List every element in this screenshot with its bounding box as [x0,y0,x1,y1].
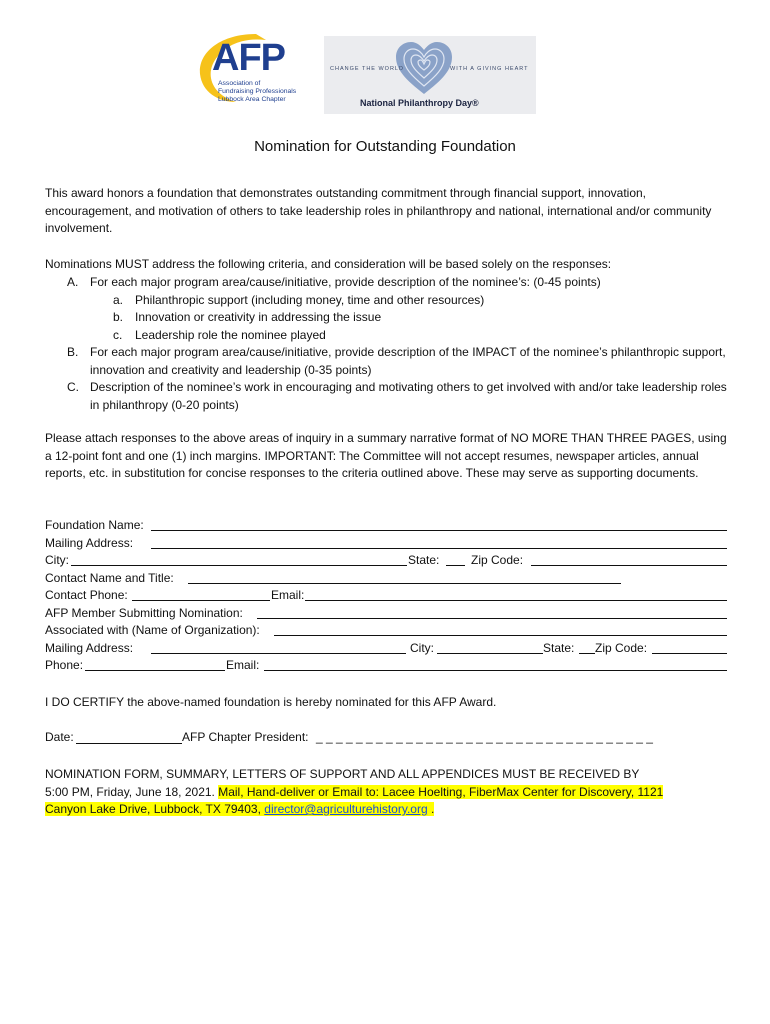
foundation-name-label: Foundation Name: [45,518,144,532]
list-item-text: Description of the nominee’s work in encouraging and motivating others to get involved with and/or take leadership roles in philanthropy (0-20 points) [90,380,727,412]
header-logos [190,28,540,118]
deadline-notice [45,766,735,819]
member-email-field[interactable] [264,670,727,671]
member-phone-row [45,657,727,675]
criteria-item-c [45,379,735,414]
member-mailing-address-field[interactable] [151,653,406,654]
mailing-address-row [45,535,727,553]
contact-phone-label: Contact Phone: [45,588,128,602]
member-address-row [45,640,727,658]
foundation-name-row [45,517,727,535]
chapter-president-label: AFP Chapter President: [182,730,309,744]
list-marker: C. [67,380,79,394]
member-state-field[interactable] [579,653,595,654]
date-field[interactable] [76,743,182,744]
list-item-text: Leadership role the nominee played [135,327,326,342]
contact-email-link[interactable]: director@agriculturehistory.org [264,802,428,816]
contact-phone-row [45,587,727,605]
criteria-subitem-c [45,327,735,345]
foundation-name-field[interactable] [151,530,727,531]
afp-logo [190,28,315,113]
criteria-subitem-b [45,309,735,327]
contact-name-field[interactable] [188,583,621,584]
email-field[interactable] [305,600,727,601]
member-email-label: Email: [226,658,260,672]
delivery-instructions: Mail, Hand-deliver or Email to: Lacee Hoelting, FiberMax Center for Discovery, 1121 [218,784,664,799]
city-state-zip-row [45,552,727,570]
afp-subtitle-line: Fundraising Professionals [218,88,297,95]
delivery-address [45,802,434,816]
list-marker: a. [113,292,124,307]
afp-subtitle-line: Association of [218,80,261,87]
afp-subtitle [218,80,318,104]
list-item-text: For each major program area/cause/initiative, provide description of the IMPACT of the nominee’s philanthropic support, innovation and creativity and leadership (0-35 points) [90,345,726,377]
member-phone-field[interactable] [85,670,225,671]
certification-statement: I DO CERTIFY the above-named foundation is hereby nominated for this AFP Award. [45,695,497,709]
deadline-line-3 [45,801,735,819]
afp-member-field[interactable] [257,618,727,619]
page-title: Nomination for Outstanding Foundation [254,138,516,155]
mailing-address-label: Mailing Address: [45,535,134,550]
state-field[interactable] [446,565,465,566]
city-field[interactable] [71,565,407,566]
list-marker: b. [113,310,124,324]
list-item-text: Innovation or creativity in addressing the issue [135,310,382,324]
criteria-intro: Nominations MUST address the following criteria, and consideration will be based solely on the responses: [45,257,612,271]
attachment-instructions: Please attach responses to the above areas of inquiry in a summary narrative format of NO MORE THAN THREE PAGES, using a 12-point font and one (1) inch margins. IMPORTANT: The Committee will not accept resumes, newspaper articles, annual reports, etc. in substitution for concise responses to the criteria outlined above. These may serve as supporting documents. [45,431,727,480]
zip-field[interactable] [531,565,727,566]
chapter-president-field[interactable]: _ _ _ _ _ _ _ _ _ _ _ _ _ _ _ _ _ _ _ _ _ _ _ _ _ _ _ _ _ _ _ _ _ _ [316,730,653,744]
contact-name-row [45,570,727,588]
deadline-period: . [430,802,435,816]
email-label: Email: [271,588,305,602]
member-city-label: City: [410,640,434,655]
associated-label: Associated with (Name of Organization): [45,623,260,637]
mailing-address-field[interactable] [151,548,727,549]
npd-right-tagline: WITH A GIVING HEART [450,66,529,72]
contact-phone-field[interactable] [132,600,270,601]
list-marker: A. [67,275,79,289]
afp-subtitle-line: Lubbock Area Chapter [218,96,286,103]
criteria-subitem-a [45,292,735,310]
npd-title: National Philanthropy Day® [360,98,479,108]
delivery-address-text: Canyon Lake Drive, Lubbock, TX 79403, [45,802,261,816]
npd-left-tagline: CHANGE THE WORLD [330,66,404,72]
member-city-field[interactable] [437,653,543,654]
deadline-time: 5:00 PM, Friday, June 18, 2021. [45,784,215,799]
criteria-item-b [45,344,735,379]
list-marker: B. [67,345,79,359]
deadline-line-1: NOMINATION FORM, SUMMARY, LETTERS OF SUPPORT AND ALL APPENDICES MUST BE RECEIVED BY [45,767,640,781]
deadline-line-2 [45,784,735,802]
member-phone-label: Phone: [45,658,84,672]
signature-row [45,730,735,748]
contact-name-label: Contact Name and Title: [45,570,174,585]
associated-row [45,622,727,640]
criteria-item-a [45,274,735,292]
intro-paragraph: This award honors a foundation that demonstrates outstanding commitment through financial support, innovation, encouragement, and motivation of others to take leadership roles in philanthropy and national, international and/or community involvement. [45,186,712,235]
member-zip-field[interactable] [652,653,727,654]
member-zip-label: Zip Code: [595,640,648,655]
member-mailing-address-label: Mailing Address: [45,640,134,655]
state-label: State: [408,553,440,567]
afp-member-label: AFP Member Submitting Nomination: [45,605,243,620]
member-state-label: State: [543,640,575,655]
criteria-list [45,274,735,414]
city-label: City: [45,553,69,567]
date-label: Date: [45,730,74,744]
associated-field[interactable] [274,635,727,636]
national-philanthropy-day-logo [324,36,536,114]
zip-label: Zip Code: [471,553,524,567]
afp-member-row [45,605,727,623]
list-item-text: Philanthropic support (including money, time and other resources) [135,292,485,307]
nomination-fields [45,517,727,675]
list-item-text: For each major program area/cause/initiative, provide description of the nominee’s: (0-45 points) [90,275,601,289]
list-marker: c. [113,327,123,342]
afp-letters: AFP [212,37,285,79]
